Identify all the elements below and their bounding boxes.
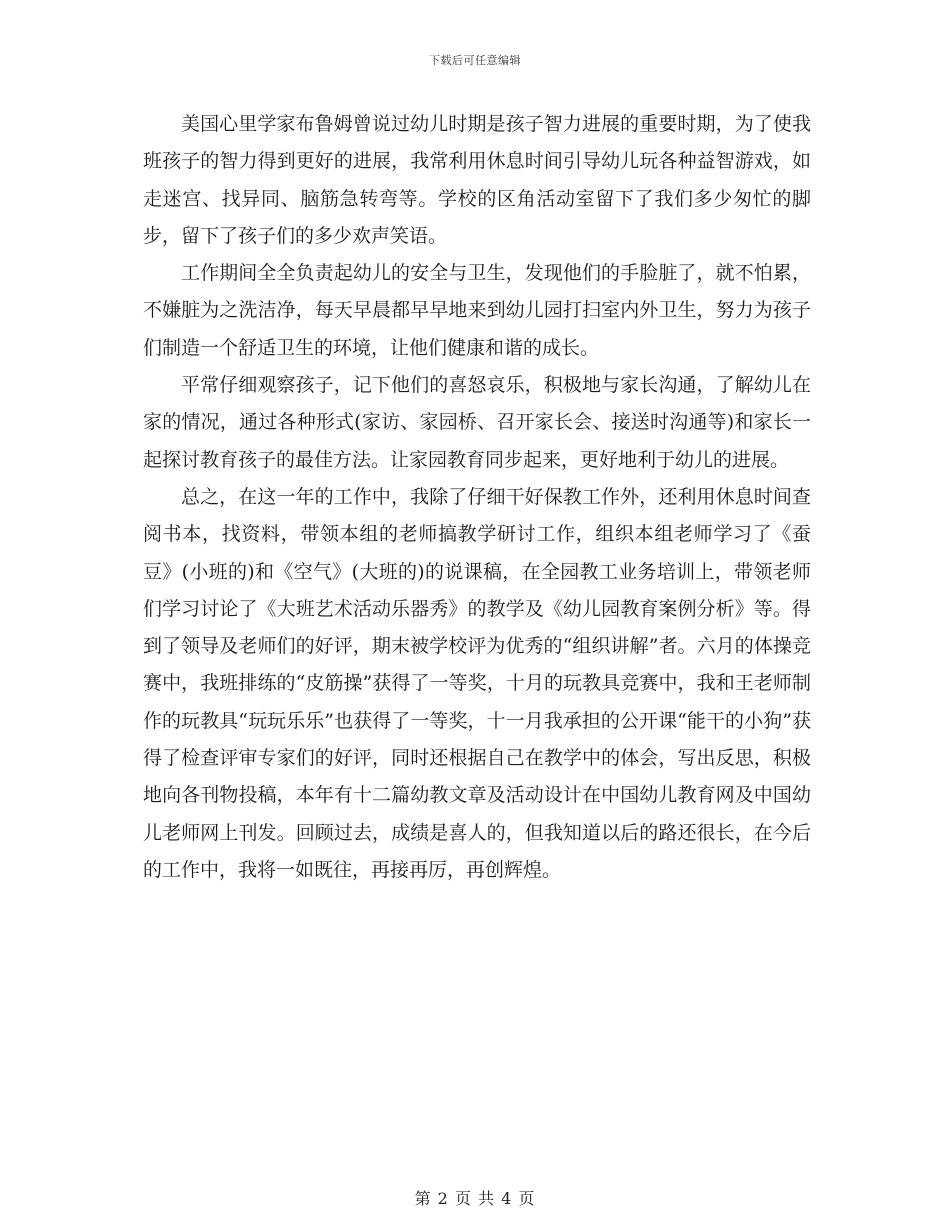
page-number-footer: 第 2 页 共 4 页 <box>414 1189 536 1208</box>
paragraph-1: 美国心里学家布鲁姆曾说过幼儿时期是孩子智力进展的重要时期，为了使我班孩子的智力得到更好的进展，我常利用休息时间引导幼儿玩各种益智游戏，如走迷宫、找异同、脑筋急转弯等。学校的区角活动室留下了我们多少匆忙的脚步，留下了孩子们的多少欢声笑语。 <box>143 113 811 247</box>
paragraph-2: 工作期间全全负责起幼儿的安全与卫生，发现他们的手脸脏了，就不怕累，不嫌脏为之洗洁净，每天早晨都早早地来到幼儿园打扫室内外卫生，努力为孩子们制造一个舒适卫生的环境，让他们健康和谐的成长。 <box>143 262 811 359</box>
document-body <box>143 106 811 889</box>
page-header: 下载后可任意编辑 <box>429 54 521 67</box>
paragraph-3: 平常仔细观察孩子，记下他们的喜怒哀乐，积极地与家长沟通，了解幼儿在家的情况，通过各种形式(家访、家园桥、召开家长会、接送时沟通等)和家长一起探讨教育孩子的最佳方法。让家园教育同步起来，更好地利于幼儿的进展。 <box>143 374 811 471</box>
paragraph-4: 总之，在这一年的工作中，我除了仔细干好保教工作外，还利用休息时间查阅书本，找资料，带领本组的老师搞教学研讨工作，组织本组老师学习了《蚕豆》(小班的)和《空气》(大班的)的说课稿，在全园教工业务培训上，带领老师们学习讨论了《大班艺术活动乐器秀》的教学及《幼儿园教育案例分析》等。得到了领导及老师们的好评，期末被学校评为优秀的“组织讲解”者。六月的体操竞赛中，我班排练的“皮筋操”获得了一等奖，十月的玩教具竞赛中，我和王老师制作的玩教具“玩玩乐乐”也获得了一等奖，十一月我承担的公开课“能干的小狗”获得了检查评审专家们的好评，同时还根据自己在教学中的体会，写出反思，积极地向各刊物投稿，本年有十二篇幼教文章及活动设计在中国幼儿教育网及中国幼儿老师网上刊发。回顾过去，成绩是喜人的，但我知道以后的路还很长，在今后的工作中，我将一如既往，再接再厉，再创辉煌。 <box>143 485 811 881</box>
